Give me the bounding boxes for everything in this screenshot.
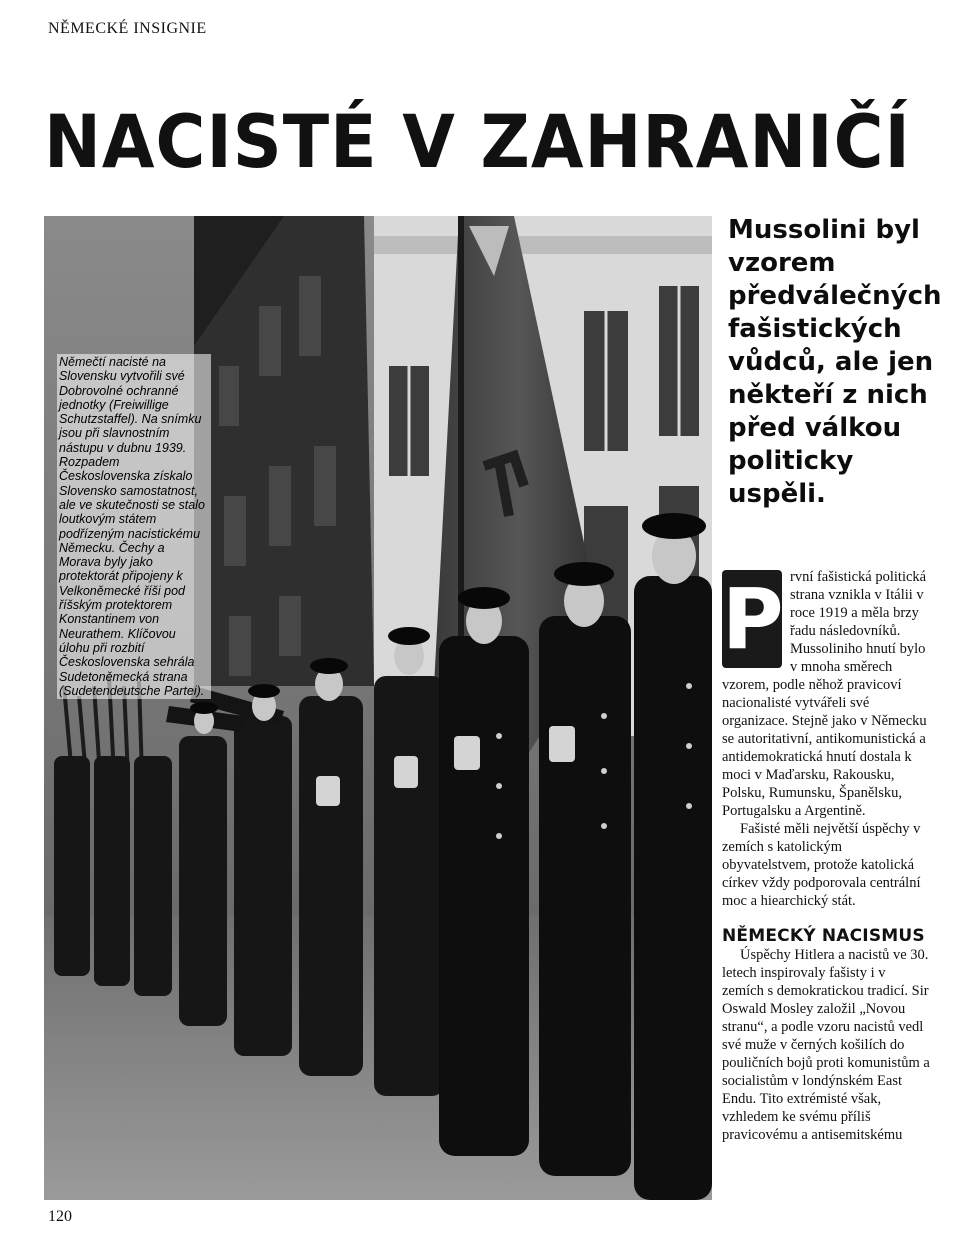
running-head: NĚMECKÉ INSIGNIE xyxy=(48,20,207,37)
drop-cap: P xyxy=(722,570,784,668)
article-paragraph: Úspěchy Hitlera a nacistů ve 30. letech inspirovaly fašisty i v zemích s demokratickou tradicí. Sir Oswald Mosley založil „Novou stranu“, a podle vzoru nacistů vedl své muže v černých košilích do pouličních bojů proti komunistům a socialistům v londýnském East Endu. Tito extrémisté však, vzhledem ke svému příliš pravicovému a antisemitskému xyxy=(722,947,930,1143)
article-body xyxy=(722,568,930,1144)
article-paragraph: Fašisté měli největší úspěchy v zemích s katolickým obyvatelstvem, protože katolická církev vždy podporovala centrální moc a hiearchický stát. xyxy=(722,821,921,909)
article-subheading: NĚMECKÝ NACISMUS xyxy=(722,926,925,946)
page-title: NACISTÉ V ZAHRANIČÍ xyxy=(44,100,911,186)
photo-caption: Němečtí nacisté na Slovensku vytvořili své Dobrovolné ochranné jednotky (Freiwillige Schutzstaffel). Na snímku jsou při slavnostním nástupu v dubnu 1939. Rozpadem Československa získalo Slovensko samostatnost, ale ve skutečnosti se stalo loutkovým státem podřízeným nacistickému Německu. Čechy a Morava byly jako protektorát připojeny k Velkoněmecké říši pod říšským protektorem Konstantinem von Neurathem. Klíčovou úlohu při rozbití Československa sehrála Sudetoněmecká strana (Sudetendeutsche Partei). xyxy=(57,354,211,699)
pull-quote: Mussolini byl vzorem předválečných fašistických vůdců, ale jen někteří z nich před válkou politicky uspěli. xyxy=(728,215,942,509)
page-number: 120 xyxy=(48,1208,72,1225)
article-paragraph: rvní fašistická politická strana vznikla v Itálii v roce 1919 a měla brzy řadu následovníků. Mussoliniho hnutí bylo v mnoha směrech vzorem, podle něhož pravicoví nacionalisté vytvářeli své organizace. Stejně jako v Německu se autoritativní, antikomunistická a antidemokratická hnutí dostala k moci v Maďarsku, Rakousku, Polsku, Rumunsku, Španělsku, Portugalsku a Argentině. xyxy=(722,569,927,819)
